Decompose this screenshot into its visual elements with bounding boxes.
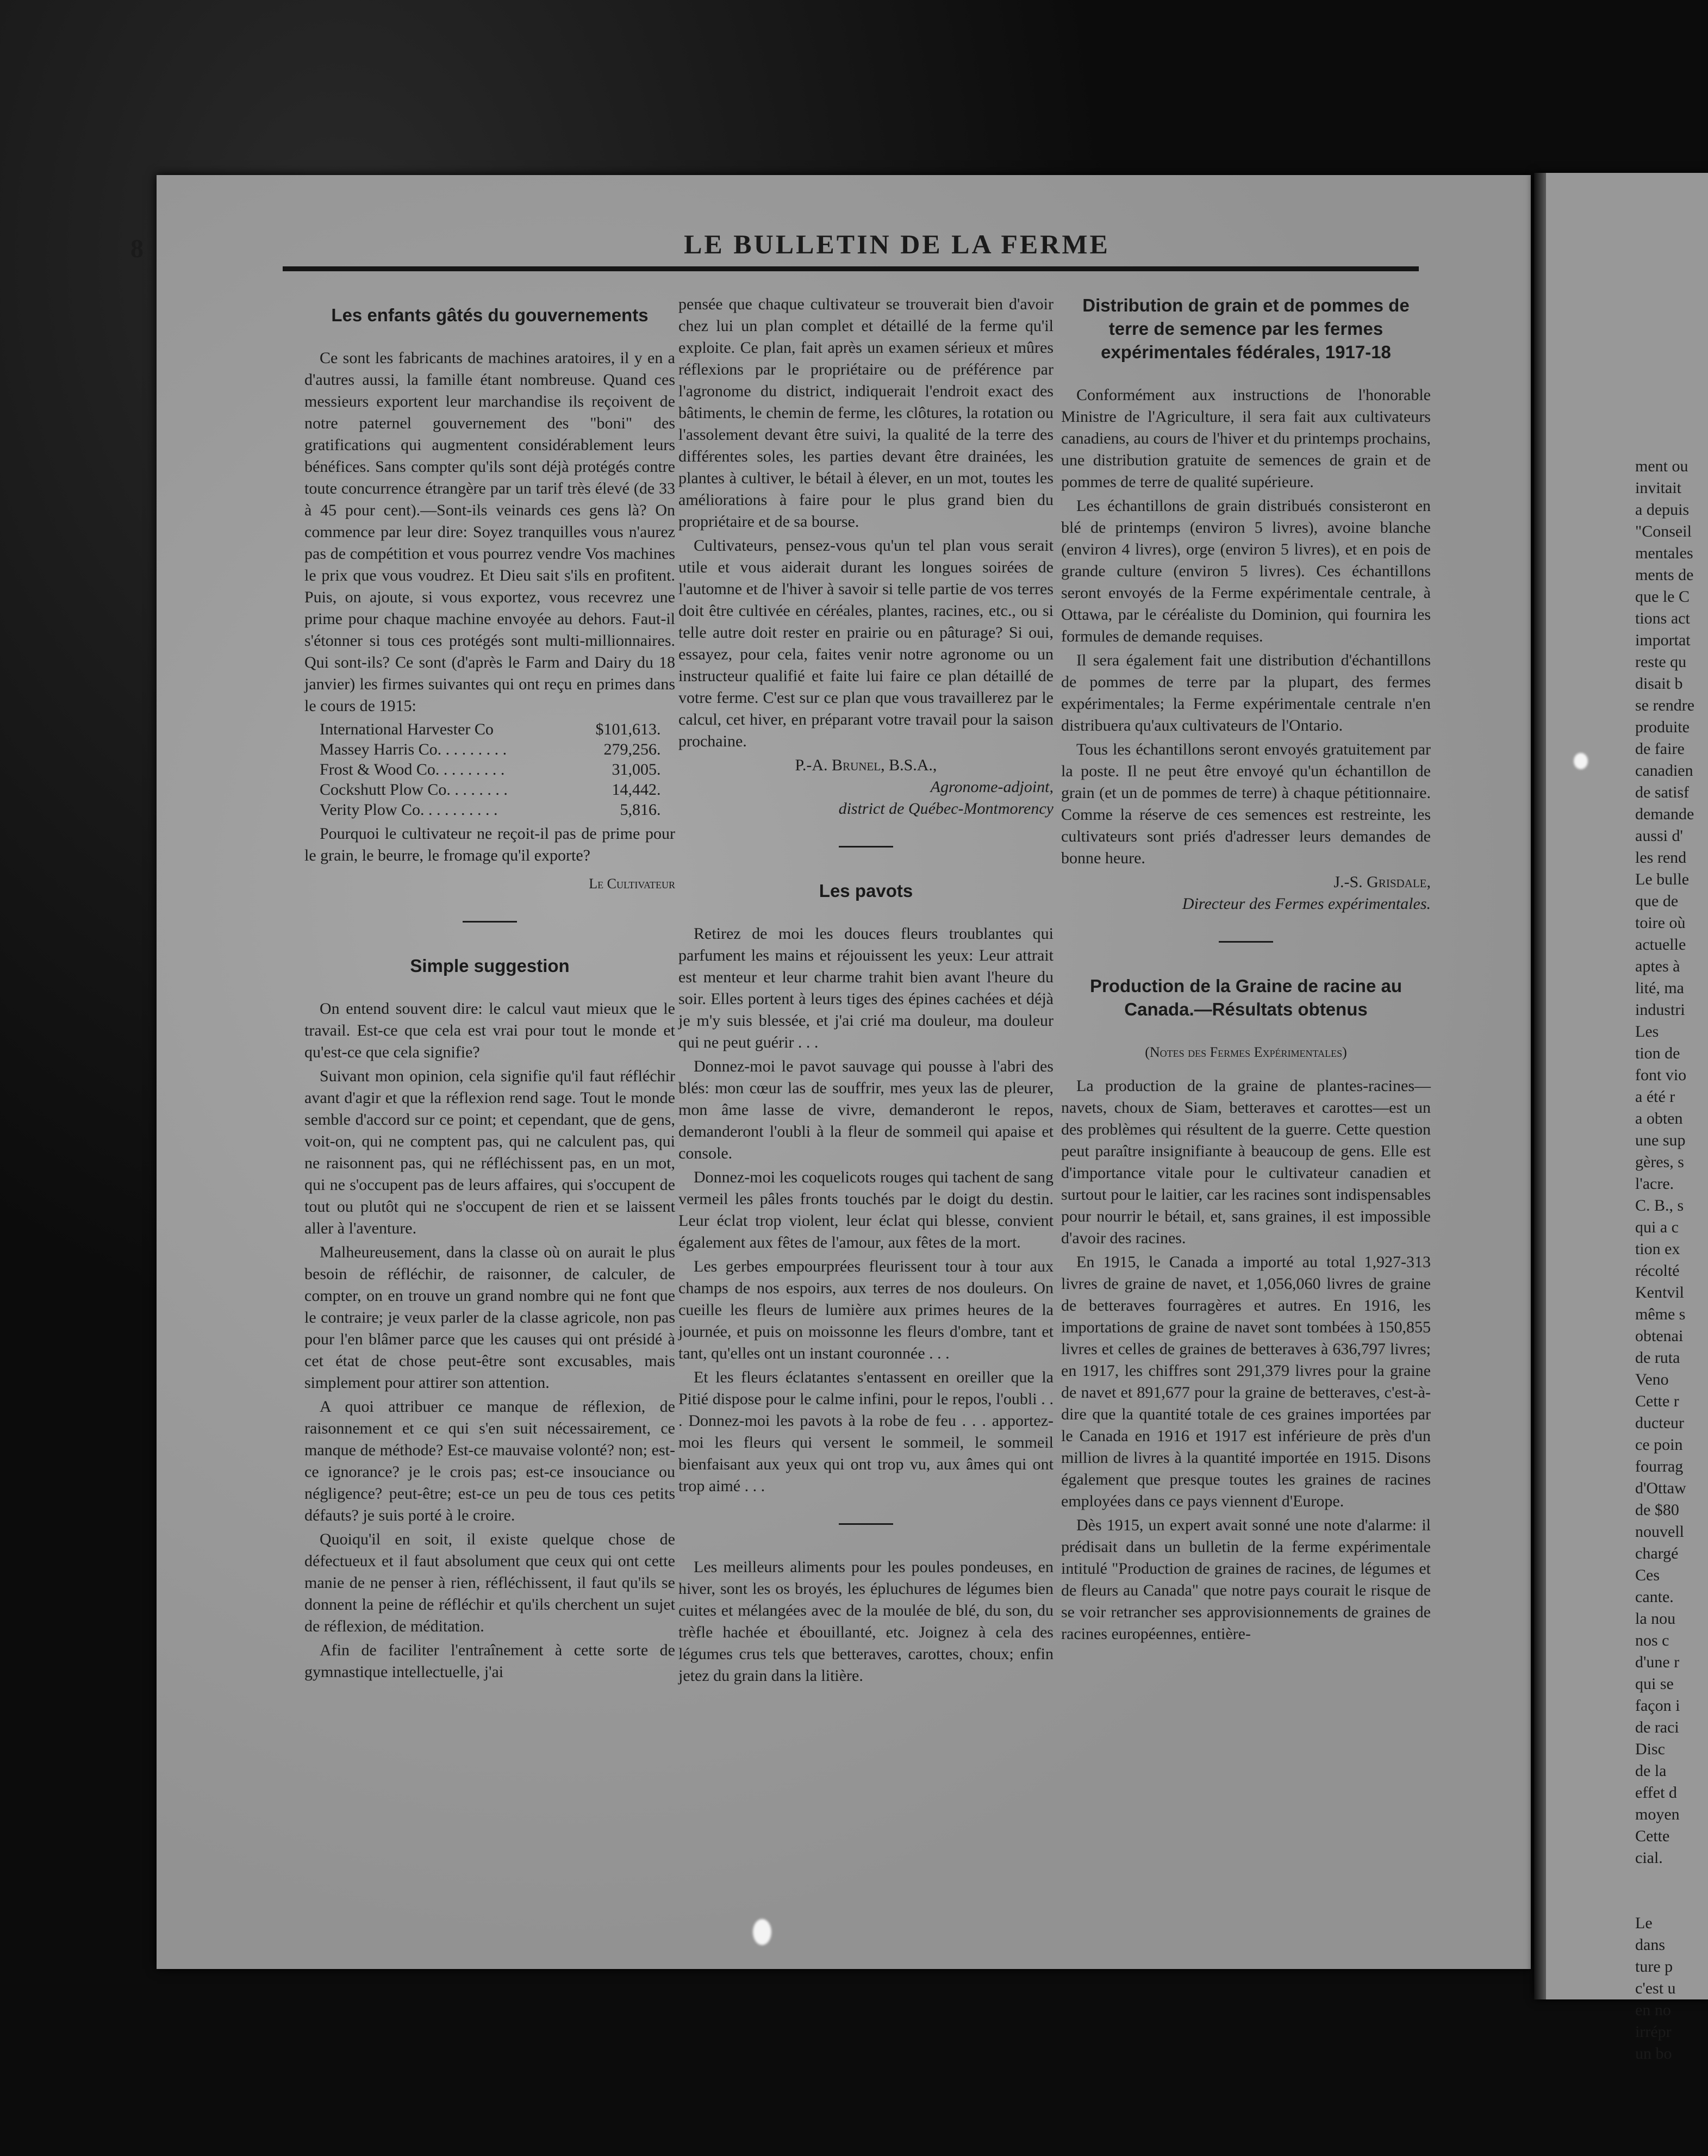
firm-name: Verity Plow Co. . . . . . . . . . — [320, 801, 498, 819]
text-fragment: Kentvil — [1635, 1283, 1684, 1301]
text-fragment: ment ou — [1635, 457, 1688, 475]
signature-name: P.-A. Brunel, B.S.A., — [795, 756, 937, 774]
text-fragment: cial. — [1635, 1849, 1663, 1867]
article-source: Le Cultivateur — [589, 876, 675, 892]
firm-name: Cockshutt Plow Co. . . . . . . . — [320, 781, 508, 799]
text-fragment: font vio — [1635, 1066, 1687, 1084]
text-fragment: dans — [1635, 1936, 1665, 1954]
text-fragment: canadien — [1635, 762, 1693, 780]
separator-rule — [839, 846, 893, 848]
text-fragment: l'acre. — [1635, 1175, 1674, 1193]
text-fragment: les rend — [1635, 849, 1687, 867]
text-fragment: Les — [1635, 1023, 1659, 1040]
separator-rule — [1219, 941, 1273, 943]
article-paragraph: Donnez-moi le pavot sauvage qui pousse à l'abri des blés: mon cœur las de souffrir, mes yeux las de pleurer, mon âme lasse de vivre, demanderont le repos, demanderont l'oubli à la fleur de sommeil qui apaise et console. — [678, 1057, 1054, 1162]
firm-name: Frost & Wood Co. . . . . . . . . — [320, 761, 505, 778]
text-fragment: qui se — [1635, 1675, 1674, 1693]
text-fragment: se rendre — [1635, 696, 1695, 714]
text-fragment: demande — [1635, 805, 1694, 823]
text-fragment: ce poin — [1635, 1436, 1683, 1454]
text-fragment: nouvell — [1635, 1523, 1684, 1541]
text-fragment: Veno — [1635, 1370, 1669, 1388]
page-number: 8 — [130, 234, 144, 263]
text-fragment: tions act — [1635, 609, 1690, 627]
firm-amount: 279,256. — [603, 740, 661, 758]
article-paragraph: A quoi attribuer ce manque de réflexion, de raisonnement et ce qui s'en suit nécessairement, ce manque de méthode? Est-ce mauvaise volonté? non; est-ce ignorance? je le crois pas; est-ce insouciance ou négligence? peut-être; est-ce un peu de tous ces petits défauts? je suis porté à le croire. — [304, 1398, 675, 1524]
article-title: Les pavots — [819, 881, 913, 901]
column-2 — [678, 294, 1054, 1689]
text-fragment: produite — [1635, 718, 1690, 736]
text-fragment: Le bulle — [1635, 870, 1690, 888]
text-fragment: Le — [1635, 1914, 1653, 1932]
article-paragraph: Il sera également fait une distribution d'échantillons de pommes de terre par la plupart, des fermes expérimentales; la Ferme expérimentale centrale n'en distribuera qu'aux cultivateurs de l'Ontario. — [1061, 651, 1431, 734]
text-fragment: même s — [1635, 1305, 1686, 1323]
text-fragment: irrépr — [1635, 2023, 1672, 2041]
text-fragment: de satisf — [1635, 783, 1690, 801]
article-paragraph: Les échantillons de grain distribués consisteront en blé de printemps (environ 5 livres), avoine blanche (environ 4 livres), orge (environ 5 livres), et en pois de grande culture (environ 5 livres). Ces échantillons seront envoyés de la Ferme expérimentale centrale, à Ottawa, par le céréaliste du Dominion, qui fournira les formules de demande requises. — [1061, 497, 1431, 645]
text-fragment: de ruta — [1635, 1349, 1680, 1367]
text-fragment: qui a c — [1635, 1218, 1679, 1236]
text-fragment: façon i — [1635, 1697, 1680, 1715]
scan-dust-spot — [1574, 753, 1588, 769]
text-fragment: effet d — [1635, 1784, 1677, 1802]
article-paragraph: Et les fleurs éclatantes s'entassent en oreiller que la Pitié dispose pour le calme infini, pour le repos, l'oubli . . . Donnez-moi les pavots à la robe de feu . . . apportez-moi les fleurs qui versent le sommeil, le sommeil bienfaisant aux yeux qui ont trop vu, aux âmes qui ont trop aimé . . . — [678, 1368, 1054, 1495]
text-fragment: cante. — [1635, 1588, 1674, 1606]
text-fragment: reste qu — [1635, 653, 1687, 671]
text-fragment: a depuis — [1635, 501, 1690, 519]
text-fragment: a obten — [1635, 1110, 1683, 1127]
text-fragment: C. B., s — [1635, 1197, 1684, 1214]
article-paragraph: On entend souvent dire: le calcul vaut mieux que le travail. Est-ce que cela est vrai pour tout le monde et qu'est-ce que cela signifie? — [304, 1000, 675, 1061]
separator-rule — [463, 921, 517, 923]
text-fragment: de $80 — [1635, 1501, 1679, 1519]
text-fragment: ture p — [1635, 1958, 1673, 1976]
bonus-table-row — [320, 719, 660, 739]
text-fragment: lité, ma — [1635, 979, 1684, 997]
text-fragment: mentales — [1635, 544, 1693, 562]
text-fragment: Ces — [1635, 1566, 1660, 1584]
text-fragment: d'une r — [1635, 1653, 1680, 1671]
text-fragment: en no — [1635, 2001, 1671, 2019]
bonus-table-row — [320, 759, 660, 780]
text-fragment: toire où — [1635, 914, 1686, 932]
adjacent-page-fragment — [1534, 173, 1708, 2062]
text-fragment: actuelle — [1635, 936, 1686, 954]
scan-dust-spot — [753, 1919, 771, 1945]
running-head: LE BULLETIN DE LA FERME — [684, 229, 1110, 259]
signature-block — [1061, 871, 1431, 915]
text-fragment: industri — [1635, 1001, 1685, 1019]
text-fragment: invitait — [1635, 479, 1681, 497]
text-fragment: la nou — [1635, 1610, 1676, 1628]
bonus-table-row — [320, 800, 660, 820]
article-paragraph: Afin de faciliter l'entraînement à cette sorte de gymnastique intellectuelle, j'ai — [304, 1641, 675, 1681]
article-title: Simple suggestion — [410, 956, 570, 976]
text-fragment: "Conseil — [1635, 522, 1692, 540]
text-fragment: importat — [1635, 631, 1691, 649]
article-paragraph: En 1915, le Canada a importé au total 1,927-313 livres de graine de navet, et 1,056,060 livres de graine de betteraves fourragères et autres. En 1916, les importations de graine de navet sont tombées à 150,855 livres et celles de graines de betteraves à 636,797 livres; en 1917, les chiffres sont 291,379 livres pour la graine de navet et 891,677 pour la graine de betteraves, c'est-à-dire que la quantité totale de ces graines importées par le Canada en 1916 et 1917 est inférieure de près d'un million de livres à la quantité importée en 1915. Disons également que presque toutes les graines de racines employées dans ce pays viennent d'Europe. — [1061, 1253, 1431, 1510]
separator-rule — [839, 1523, 893, 1525]
text-fragment: un bo — [1635, 2045, 1672, 2062]
article-paragraph: Retirez de moi les douces fleurs troublantes qui parfument les mains et réjouissent les yeux: Leur attrait est menteur et leur charme trahit bien avant l'heure du soir. Elles portent à leurs tiges des épines cachées et déjà je m'y suis blessée, et j'ai crié ma douleur, ma douleur qui ne peut guérir . . . — [678, 925, 1054, 1051]
article-paragraph: Dès 1915, un expert avait sonné une note d'alarme: il prédisait dans un bulletin de la ferme expérimentale intitulé "Production de graines de racines, de légumes et de fleurs au Canada" que notre pays courait le risque de se voir retrancher ses approvisionnements de graines de racines européennes, entière- — [1061, 1516, 1431, 1643]
text-fragment: Cette — [1635, 1827, 1670, 1845]
text-fragment: tion de — [1635, 1044, 1680, 1062]
article-paragraph: Les meilleurs aliments pour les poules pondeuses, en hiver, sont les os broyés, les épluchures de légumes bien cuites et mélangées avec de la moulée de blé, du son, du trèfle hachée et ébouillanté, etc. Joignez à cela des légumes crus tels que betteraves, carottes, choux; enfin jetez du grain dans la litière. — [678, 1558, 1054, 1685]
article-paragraph: Tous les échantillons seront envoyés gratuitement par la poste. Il ne peut être envoyé qu'un échantillon de grain (et un de pommes de terre) à chaque pétitionnaire. Comme la réserve de ces semences est restreinte, les cultivateurs sont priés d'adresser leurs demandes de bonne heure. — [1061, 740, 1431, 867]
article-paragraph: Cultivateurs, pensez-vous qu'un tel plan vous serait utile et vous aiderait durant les longues soirées de l'automne et de l'hiver à savoir si telle partie de vos terres doit être cultivée en céréales, plantes, racines, etc., ou si telle autre doit rester en prairie ou en pâturage? Si oui, essayez, pour cela, faites venir notre agronome ou un instructeur qualifié et faite lui faire ce plan détaillé de votre ferme. C'est sur ce plan que vous travaillerez par le calcul, cet hiver, en préparant votre travail pour la saison prochaine. — [678, 537, 1054, 750]
article-paragraph: Ce sont les fabricants de machines aratoires, il y en a d'autres aussi, la famille étant nombreuse. Quand ces messieurs exportent leur marchandise ils reçoivent de notre paternel gouvernement des "boni" des gratifications qui augmentent considérablement leurs bénéfices. Sans compter qu'ils sont déjà protégés contre toute concurrence étrangère par un tarif très élevé (de 33 à 45 pour cent).—Sont-ils veinards ces gens là? On commence par leur dire: Soyez tranquilles vous n'aurez pas de compétition et vous pourrez vendre Vos machines le prix que vous voudrez. Et Dieu sait s'ils en profitent. Puis, on ajoute, si vous exportez, vous recevrez une prime pour chaque machine envoyée au dehors. Faut-il s'étonner si tous ces protégés sont multi-millionnaires. Qui sont-ils? Ce sont (d'après le Farm and Dairy du 18 janvier) les firmes suivantes qui ont reçu en primes dans le cours de 1915: — [304, 349, 675, 715]
text-fragment: nos c — [1635, 1631, 1669, 1649]
firm-amount: 14,442. — [612, 781, 661, 799]
text-fragment: de faire — [1635, 740, 1685, 758]
column-3 — [1061, 294, 1431, 1647]
text-fragment: Disc — [1635, 1740, 1665, 1758]
header-rule — [283, 266, 1419, 271]
article-paragraph: Malheureusement, dans la classe où on aurait le plus besoin de réfléchir, de raisonner, de calculer, de compter, on en trouve un grand nombre qui ne font que le contraire; je veux parler de la classe agricole, non pas pour l'en blâmer parce que les causes qui ont présidé à cet état de chose peut-être sont excusables, mais simplement pour attirer son attention. — [304, 1243, 675, 1392]
text-fragment: Cette r — [1635, 1392, 1679, 1410]
article-paragraph: Quoiqu'il en soit, il existe quelque chose de défectueux et il faut absolument que ceux qui ont cette manie de ne penser à rien, réfléchissent, il faut qu'ils se donnent la peine de réfléchir et qu'ils cherchent un sujet de réflexion, de méditation. — [304, 1530, 675, 1635]
text-fragment: fourrag — [1635, 1457, 1684, 1475]
text-fragment: récolté — [1635, 1262, 1680, 1280]
column-1 — [304, 294, 675, 1685]
firm-amount: $101,613. — [595, 720, 661, 738]
text-fragment: moyen — [1635, 1805, 1680, 1823]
firm-name: International Harvester Co — [320, 720, 494, 738]
text-fragment: c'est u — [1635, 1979, 1676, 1997]
signature-title: district de Québec-Montmorency — [838, 800, 1054, 818]
text-fragment: aussi d' — [1635, 827, 1683, 845]
signature-title: Directeur des Fermes expérimentales. — [1182, 895, 1431, 913]
article-title: Les enfants gâtés du gouvernements — [331, 305, 649, 325]
adjacent-page-text-column — [1534, 173, 1708, 2065]
article-paragraph: Donnez-moi les coquelicots rouges qui tachent de sang vermeil les pâles fronts touchés par le doigt du destin. Leur éclat trop violent, leur éclat qui blesse, convient également aux fêtes de l'amour, aux fêtes de la mort. — [678, 1168, 1054, 1251]
article-paragraph: pensée que chaque cultivateur se trouverait bien d'avoir chez lui un plan complet et détaillé de la ferme qu'il exploite. Ce plan, fait après un examen sérieux et mûres réflexions par le propriétaire ou de préférence par l'agronome du district, indiquerait l'endroit exact des bâtiments, le chemin de ferme, les clôtures, la rotation ou l'assolement devant être suivi, la qualité de la terre des différentes soles, les parties devant être drainées, les plantes à cultiver, le bétail à élever, en un mot, toutes les améliorations à faire pour le plus grand bien du propriétaire et de sa bourse. — [678, 295, 1054, 531]
text-fragment: de la — [1635, 1762, 1667, 1780]
article-title: Distribution de grain et de pommes de terre de semence par les fermes expérimentales fédérales, 1917-18 — [1082, 295, 1410, 362]
text-fragment: aptes à — [1635, 957, 1680, 975]
firm-amount: 31,005. — [612, 761, 661, 778]
article-subtitle: (Notes des Fermes Expérimentales) — [1145, 1044, 1347, 1060]
bonus-table-row — [320, 739, 660, 759]
text-fragment: que de — [1635, 892, 1679, 910]
text-fragment: une sup — [1635, 1131, 1686, 1149]
article-title: Production de la Graine de racine au Canada.—Résultats obtenus — [1090, 976, 1402, 1019]
text-fragment: ments de — [1635, 566, 1694, 584]
signature-name: J.-S. Grisdale, — [1333, 873, 1431, 891]
article-paragraph: Suivant mon opinion, cela signifie qu'il faut réfléchir avant d'agir et que la réflexion rend sage. Tout le monde semble d'accord sur ce point; et cependant, que de gens, voit-on, qui ne comptent pas, qui ne calculent pas, qui ne raisonnent pas, qui ne réfléchissent pas, en un mot, qui ne s'occupent pas de leurs affaires, qui s'occupent de tout ou plutôt qui ne s'occupent de rien et se laissent aller à l'aventure. — [304, 1067, 675, 1237]
bonus-table-row — [320, 780, 660, 800]
text-fragment: a été r — [1635, 1088, 1675, 1106]
text-fragment — [1534, 1869, 1708, 1891]
article-paragraph: Conformément aux instructions de l'honorable Ministre de l'Agriculture, il sera fait aux cultivateurs canadiens, au cours de l'hiver et du printemps prochains, une distribution gratuite de semences de grain et de pommes de terre de qualité supérieure. — [1061, 386, 1431, 491]
text-fragment: chargé — [1635, 1544, 1679, 1562]
signature-block — [678, 755, 1054, 820]
text-fragment: ducteur — [1635, 1414, 1684, 1432]
article-paragraph: Les gerbes empourprées fleurissent tour à tour aux champs de nos espoirs, aux terres de nos douleurs. On cueille les fleurs de lumière aux primes heures de la journée, et puis on moissonne les fleurs d'ombre, tant et tant, qu'elles ont un instant couronnée . . . — [678, 1257, 1054, 1362]
text-fragment — [1534, 1891, 1708, 1912]
text-fragment: de raci — [1635, 1718, 1679, 1736]
text-fragment: d'Ottaw — [1635, 1479, 1686, 1497]
firm-name: Massey Harris Co. . . . . . . . . — [320, 740, 507, 758]
firm-amount: 5,816. — [620, 801, 661, 819]
bonus-table — [320, 719, 660, 820]
article-paragraph: Pourquoi le cultivateur ne reçoit-il pas de prime pour le grain, le beurre, le fromage qu'il exporte? — [304, 825, 675, 864]
text-fragment: obtenai — [1635, 1327, 1684, 1345]
text-fragment: que le C — [1635, 588, 1690, 606]
text-fragment: gères, s — [1635, 1153, 1684, 1171]
article-paragraph: La production de la graine de plantes-racines—navets, choux de Siam, betteraves et carottes—est un des problèmes qui résultent de la guerre. Cette question peut paraître insignifiante à beaucoup de gens. Elle est d'importance vitale pour le cultivateur canadien et surtout pour le laitier, car les racines sont indispensables pour nourrir le bétail, et, sans graines, il est impossible d'avoir des racines. — [1061, 1077, 1431, 1247]
text-fragment: disait b — [1635, 675, 1683, 693]
text-fragment: tion ex — [1635, 1240, 1680, 1258]
signature-title: Agronome-adjoint, — [930, 778, 1054, 796]
